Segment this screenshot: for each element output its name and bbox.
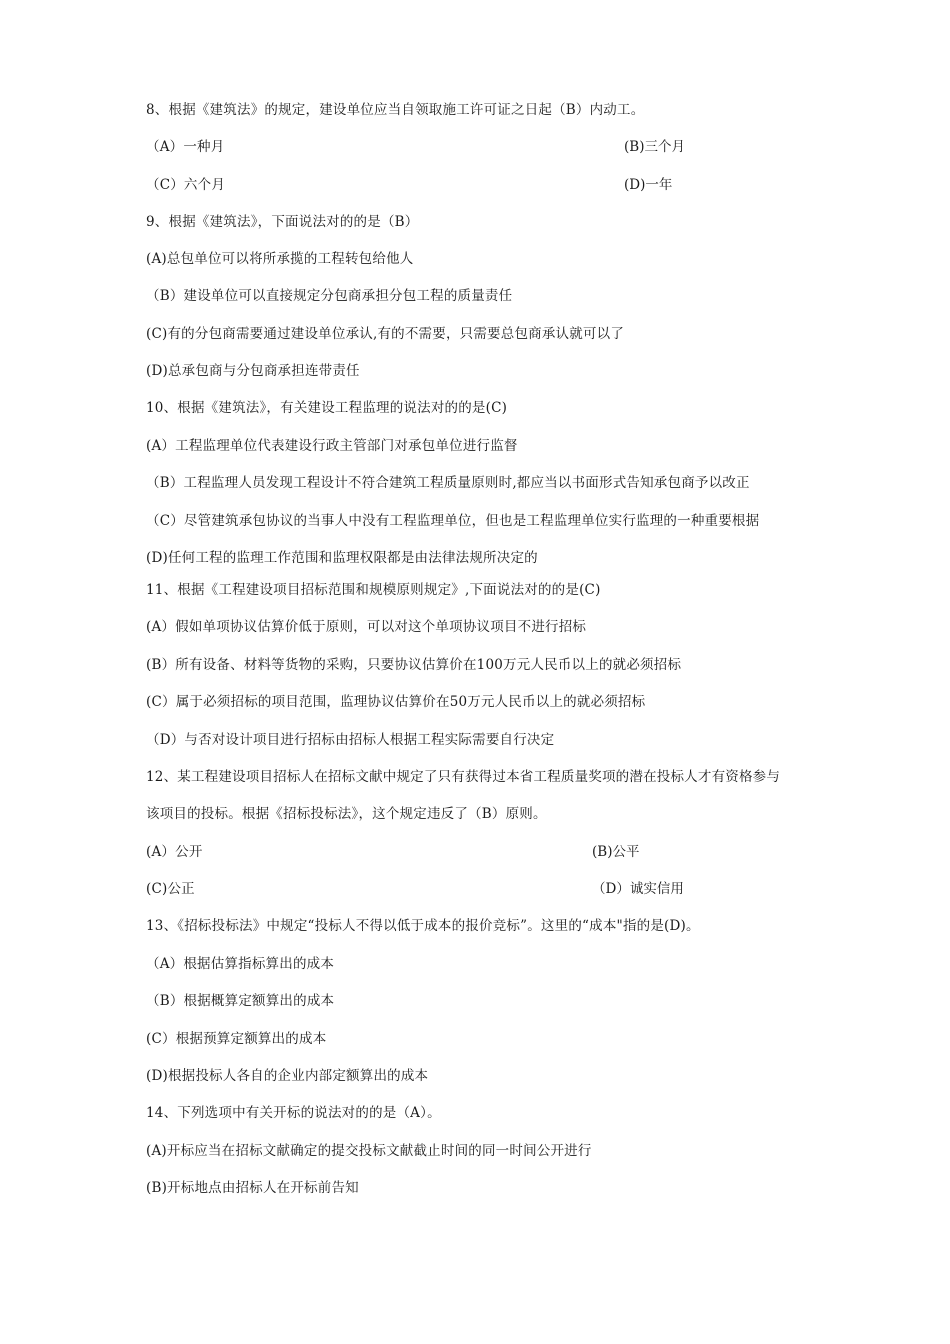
question-12-option-d: （D）诚实信用: [592, 881, 684, 897]
question-14-option-b: (B)开标地点由招标人在开标前告知: [146, 1180, 359, 1196]
question-13-option-a: （A）根据估算指标算出的成本: [146, 956, 335, 972]
question-13-option-b: （B）根据概算定额算出的成本: [146, 993, 335, 1009]
question-12-option-a: (A）公开: [146, 844, 203, 860]
question-12-stem: 12、某工程建设项目招标人在招标文献中规定了只有获得过本省工程质量奖项的潜在投标人才有资格参与: [146, 769, 781, 785]
question-11-option-d: （D）与否对设计项目进行招标由招标人根据工程实际需要自行决定: [146, 732, 555, 748]
question-11-stem: 11、根据《工程建设项目招标范围和规模原则规定》,下面说法对的的是(C): [146, 582, 601, 598]
question-13-stem: 13、《招标投标法》中规定“投标人不得以低于成本的报价竞标”。这里的“成本"指的是(D)。: [146, 918, 700, 934]
question-11-option-b: (B）所有设备、材料等货物的采购，只要协议估算价在100万元人民币以上的就必须招标: [146, 657, 682, 673]
question-12-option-c: (C)公正: [146, 881, 195, 897]
question-12-stem-continued: 该项目的投标。根据《招标投标法》，这个规定违反了（B）原则。: [146, 806, 547, 822]
question-8-option-b: (B)三个月: [624, 139, 685, 155]
question-8-stem: 8、根据《建筑法》的规定，建设单位应当自领取施工许可证之日起（B）内动工。: [146, 102, 645, 118]
question-9-option-b: （B）建设单位可以直接规定分包商承担分包工程的质量责任: [146, 288, 513, 304]
question-13-option-c: (C）根据预算定额算出的成本: [146, 1031, 327, 1047]
question-8-option-a: （A）一种月: [146, 139, 225, 155]
question-9-option-c: (C)有的分包商需要通过建设单位承认,有的不需要，只需要总包商承认就可以了: [146, 326, 625, 342]
question-10-option-c: （C）尽管建筑承包协议的当事人中没有工程监理单位，但也是工程监理单位实行监理的一种重要根据: [146, 513, 760, 529]
question-11-option-a: (A）假如单项协议估算价低于原则，可以对这个单项协议项目不进行招标: [146, 619, 587, 635]
question-10-option-b: （B）工程监理人员发现工程设计不符合建筑工程质量原则时,都应当以书面形式告知承包商予以改正: [146, 475, 750, 491]
question-10-stem: 10、根据《建筑法》，有关建设工程监理的说法对的的是(C): [146, 400, 508, 416]
question-12-option-b: (B)公平: [592, 844, 640, 860]
question-8-option-c: （C）六个月: [146, 177, 226, 193]
question-11-option-c: (C）属于必须招标的项目范围，监理协议估算价在50万元人民币以上的就必须招标: [146, 694, 646, 710]
question-9-stem: 9、根据《建筑法》，下面说法对的的是（B）: [146, 214, 419, 230]
question-10-option-d: (D)任何工程的监理工作范围和监理权限都是由法律法规所决定的: [146, 550, 538, 566]
question-14-option-a: (A)开标应当在招标文献确定的提交投标文献截止时间的同一时间公开进行: [146, 1143, 592, 1159]
question-14-stem: 14、下列选项中有关开标的说法对的的是（A）。: [146, 1105, 441, 1121]
question-13-option-d: (D)根据投标人各自的企业内部定额算出的成本: [146, 1068, 429, 1084]
question-8-option-d: (D)一年: [624, 177, 673, 193]
question-10-option-a: (A）工程监理单位代表建设行政主管部门对承包单位进行监督: [146, 438, 518, 454]
question-9-option-a: (A)总包单位可以将所承揽的工程转包给他人: [146, 251, 414, 267]
question-9-option-d: (D)总承包商与分包商承担连带责任: [146, 363, 360, 379]
